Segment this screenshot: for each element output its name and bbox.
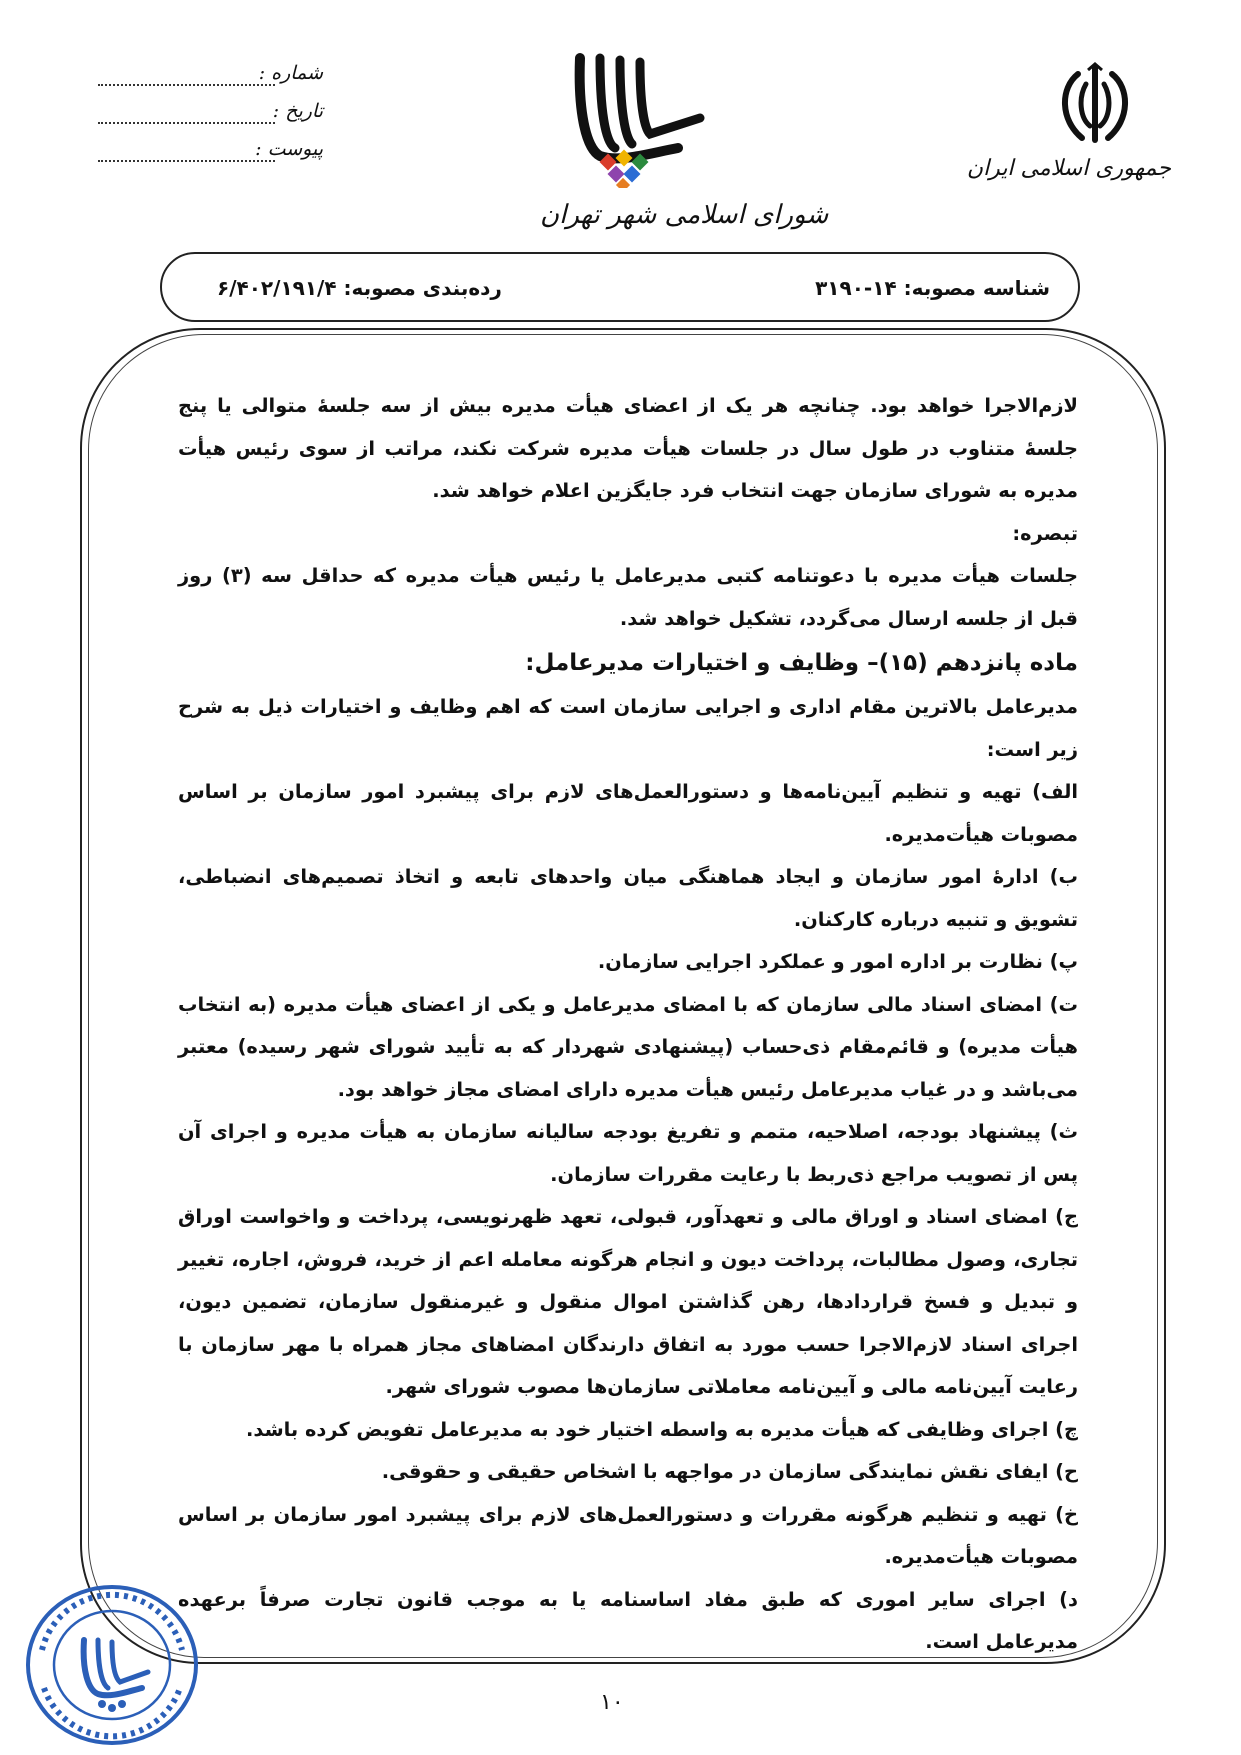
resolution-id: شناسه مصوبه: ۱۴-۳۱۹۰ <box>815 276 1050 300</box>
meta-number <box>98 62 323 92</box>
country-name: جمهوری اسلامی ایران <box>966 156 1171 181</box>
article-title: ماده پانزدهم (۱۵)– وظایف و اختیارات مدیرعامل: <box>525 650 1078 676</box>
list-item: خ) تهیه و تنظیم هرگونه مقررات و دستورالعمل‌های لازم برای پیشبرد امور سازمان بر اساس مصوبات هیأت‌مدیره. <box>178 1502 1078 1568</box>
list-item: ح) ایفای نقش نمایندگی سازمان در مواجهه با اشخاص حقیقی و حقوقی. <box>381 1460 1078 1483</box>
meta-label: شماره : <box>258 62 323 84</box>
note-paragraph: جلسات هیأت مدیره با دعوتنامه کتبی مدیرعامل یا رئیس هیأت مدیره که حداقل سه (۳) روز قبل از جلسه ارسال می‌گردد، تشکیل خواهد شد. <box>178 564 1078 630</box>
meta-dotted-line <box>98 122 275 124</box>
meta-date <box>98 100 323 130</box>
meta-dotted-line <box>98 84 275 86</box>
meta-dotted-line <box>98 160 275 162</box>
meta-label: تاریخ : <box>272 100 323 122</box>
document-body <box>178 385 1078 1664</box>
list-item: ت) امضای اسناد مالی سازمان که با امضای مدیرعامل و یکی از اعضای هیأت مدیره (به انتخاب هیأت مدیره) و قائم‌مقام ذی‌حساب (پیشنهادی شهردار که به تأیید شورای شهر رسیده) معتبر می‌باشد و در غیاب مدیرعامل رئیس هیأت مدیره دارای امضای مجاز خواهد بود. <box>178 992 1078 1101</box>
meta-label: پیوست : <box>255 138 323 160</box>
note-title: تبصره: <box>1012 521 1078 545</box>
list-item: د) اجرای سایر اموری که طبق مفاد اساسنامه یا به موجب قانون تجارت صرفاً برعهده مدیرعامل است. <box>178 1587 1078 1653</box>
list-item: ب) ادارهٔ امور سازمان و ایجاد هماهنگی میان واحدهای تابعه و اتخاذ تصمیم‌های انضباطی، تشویق و تنبیه درباره کارکنان. <box>178 865 1078 931</box>
intro-paragraph: لازم‌الاجرا خواهد بود. چنانچه هر یک از اعضای هیأت مدیره بیش از سه جلسهٔ متوالی یا پنج جلسهٔ متناوب در طول سال در جلسات هیأت مدیره شرکت نکند، مراتب از سوی رئیس هیأت مدیره به شورای سازمان جهت انتخاب فرد جایگزین اعلام خواهد شد. <box>178 394 1078 502</box>
council-logo-icon <box>560 48 710 188</box>
list-item: پ) نظارت بر اداره امور و عملکرد اجرایی سازمان. <box>597 950 1078 973</box>
resolution-classification: رده‌بندی مصوبه: ۶/۴۰۲/۱۹۱/۴ <box>217 276 502 300</box>
resolution-info-box <box>160 252 1080 322</box>
list-item: ث) پیشنهاد بودجه، اصلاحیه، متمم و تفریغ بودجه سالیانه سازمان به هیأت مدیره و اجرای آن پس از تصویب مراجع ذی‌ربط با رعایت مقررات سازمان. <box>178 1120 1078 1186</box>
meta-attachment <box>98 138 323 168</box>
iran-emblem-icon <box>1050 60 1140 150</box>
list-item: چ) اجرای وظایفی که هیأت مدیره به واسطه اختیار خود به مدیرعامل تفویض کرده باشد. <box>246 1417 1078 1441</box>
article-intro: مدیرعامل بالاترین مقام اداری و اجرایی سازمان است که اهم وظایف و اختیارات ذیل به شرح زیر است: <box>178 695 1078 761</box>
list-item: ج) امضای اسناد و اوراق مالی و تعهدآور، قبولی، تعهد ظهرنویسی، پرداخت و واخواست اوراق تجاری، وصول مطالبات، پرداخت دیون و انجام هرگونه معامله اعم از خرید، فروش، اجاره، تغییر و تبدیل و فسخ قراردادها، رهن گذاشتن اموال منقول و غیرمنقول سازمان، تضمین دیون، اجرای اسناد لازم‌الاجرا حسب مورد به اتفاق دارندگان امضاهای مجاز همراه با مهر سازمان با رعایت آیین‌نامه مالی و آیین‌نامه معاملاتی سازمان‌ها مصوب شورای شهر. <box>178 1205 1078 1398</box>
council-name: شورای اسلامی شهر تهران <box>540 200 829 230</box>
official-stamp-icon <box>22 1580 202 1750</box>
list-item: الف) تهیه و تنظیم آیین‌نامه‌ها و دستورالعمل‌های لازم برای پیشبرد امور سازمان بر اساس مصوبات هیأت‌مدیره. <box>178 780 1078 846</box>
page-number: ۱۰ <box>600 1690 624 1715</box>
